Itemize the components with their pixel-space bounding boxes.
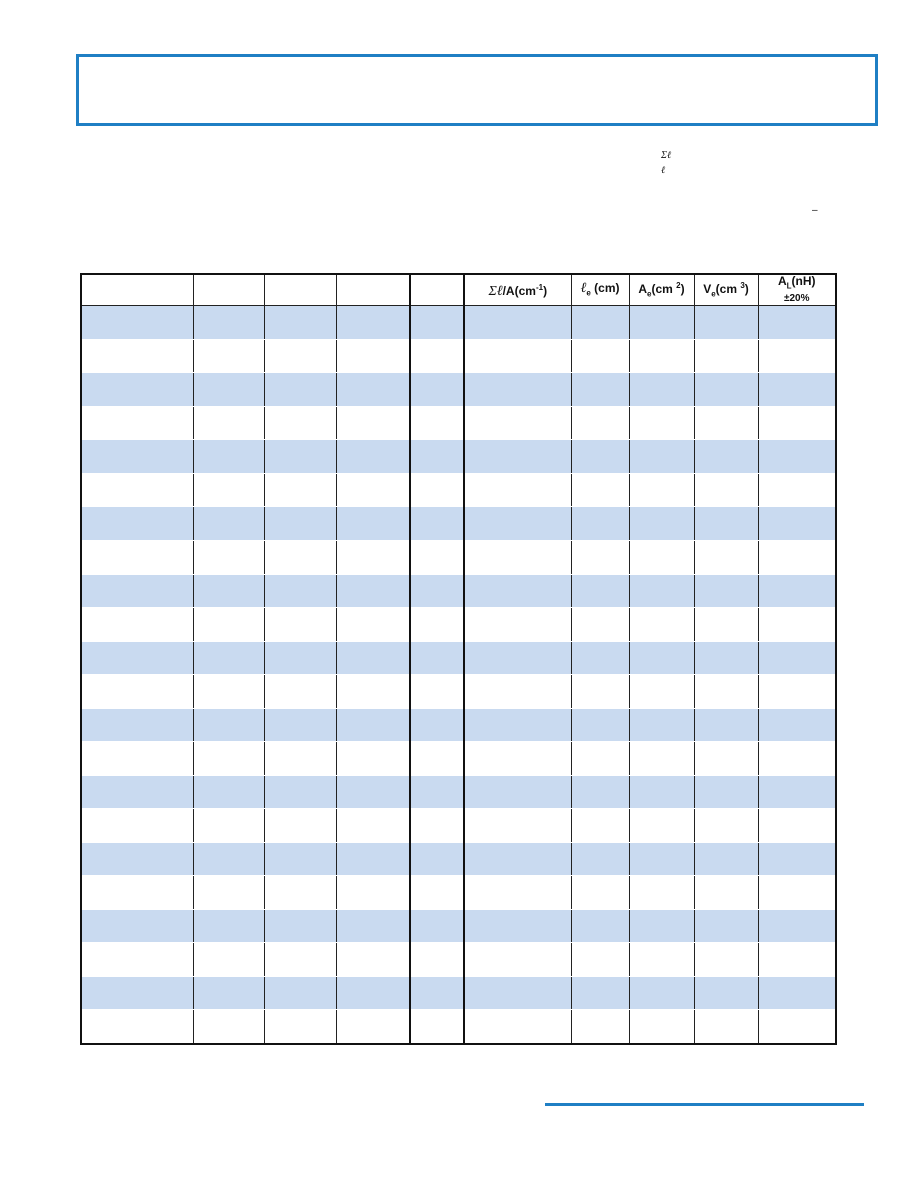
table-cell [264,373,336,407]
table-cell [336,574,410,608]
table-cell [410,1010,464,1044]
table-cell [571,775,629,809]
table-cell [410,608,464,642]
table-cell [81,1010,193,1044]
table-cell [81,876,193,910]
table-cell [629,440,694,474]
table-cell [193,775,264,809]
table-cell [464,339,571,373]
table-cell [193,708,264,742]
table-cell [571,406,629,440]
table-cell [758,775,836,809]
table-row [81,809,836,843]
table-cell [571,339,629,373]
table-cell [758,641,836,675]
table-cell [571,708,629,742]
table-cell [571,608,629,642]
table-row [81,507,836,541]
table-cell [629,708,694,742]
table-cell [464,574,571,608]
col-header-3 [264,274,336,306]
sum-ell-symbol: Σℓ [488,284,503,300]
table-cell [81,976,193,1010]
table-cell [694,608,758,642]
table-cell [336,507,410,541]
table-cell [336,440,410,474]
table-cell [629,641,694,675]
table-row [81,306,836,340]
table-cell [629,742,694,776]
table-cell [336,775,410,809]
table-cell [758,306,836,340]
table-cell [694,406,758,440]
table-cell [264,440,336,474]
table-row [81,742,836,776]
table-cell [336,876,410,910]
table-cell [571,541,629,575]
table-cell [410,675,464,709]
table-cell [264,339,336,373]
col-header-path-length: ℓ$_e$ (cm) [571,274,629,306]
table-cell [694,976,758,1010]
table-row [81,943,836,977]
table-cell [571,440,629,474]
table-cell [336,943,410,977]
table-cell [264,1010,336,1044]
table-row [81,406,836,440]
table-cell [336,339,410,373]
table-cell [193,574,264,608]
table-row [81,373,836,407]
table-cell [694,876,758,910]
table-cell [758,608,836,642]
table-cell [193,1010,264,1044]
table-cell [410,574,464,608]
table-cell [193,306,264,340]
table-cell [629,406,694,440]
table-cell [336,708,410,742]
table-cell [264,473,336,507]
table-cell [410,708,464,742]
table-cell [464,373,571,407]
table-row [81,775,836,809]
table-cell [336,742,410,776]
table-cell [758,943,836,977]
table-cell [81,608,193,642]
col-header-volume: $V_e(cm$ $^3$) [694,274,758,306]
table-cell [694,809,758,843]
table-cell [81,541,193,575]
table-cell [410,976,464,1010]
table-cell [264,641,336,675]
table-row [81,976,836,1010]
ell-symbol: ℓ [580,280,587,296]
table-cell [81,641,193,675]
table-cell [464,541,571,575]
col-header-4 [336,274,410,306]
table-cell [571,976,629,1010]
table-cell [758,507,836,541]
table-cell [464,708,571,742]
table-cell [410,809,464,843]
table-cell [336,842,410,876]
table-cell [336,809,410,843]
table-row [81,842,836,876]
table-cell [464,1010,571,1044]
table-cell [81,406,193,440]
table-cell [410,440,464,474]
table-cell [81,742,193,776]
table-cell [629,876,694,910]
table-cell [464,809,571,843]
table-cell [694,708,758,742]
table-cell [336,909,410,943]
table-cell [464,675,571,709]
table-cell [694,842,758,876]
table-cell [264,708,336,742]
table-cell [193,809,264,843]
table-row [81,708,836,742]
table-cell [464,976,571,1010]
table-cell [629,507,694,541]
table-row [81,339,836,373]
table-cell [758,473,836,507]
table-cell [410,842,464,876]
table-cell [571,943,629,977]
table-cell [694,473,758,507]
table-row [81,473,836,507]
table-cell [694,541,758,575]
table-cell [336,541,410,575]
table-cell [264,909,336,943]
table-cell [464,440,571,474]
table-cell [629,909,694,943]
table-cell [694,507,758,541]
table-cell [410,541,464,575]
core-spec-table [80,273,837,1045]
table-cell [336,306,410,340]
table-cell [193,876,264,910]
table-cell [571,1010,629,1044]
table-cell [336,1010,410,1044]
table-cell [410,339,464,373]
table-row [81,1010,836,1044]
table-cell [464,641,571,675]
table-cell [629,1010,694,1044]
table-cell [264,876,336,910]
table-row [81,876,836,910]
table-cell [81,909,193,943]
table-cell [629,809,694,843]
table-cell [694,339,758,373]
table-cell [464,742,571,776]
table-cell [571,641,629,675]
table-cell [264,775,336,809]
table-cell [81,473,193,507]
table-row [81,440,836,474]
table-cell [264,976,336,1010]
table-cell [264,574,336,608]
table-cell [758,1010,836,1044]
table-cell [264,507,336,541]
table-cell [193,742,264,776]
table-cell [81,306,193,340]
table-cell [81,574,193,608]
table-cell [758,876,836,910]
table-cell [81,675,193,709]
table-cell [464,406,571,440]
table-cell [629,306,694,340]
table-cell [264,306,336,340]
table-cell [410,373,464,407]
table-cell [571,373,629,407]
sum-ell-fragment: Σℓ [661,150,672,161]
table-cell [193,541,264,575]
table-cell [758,440,836,474]
table-cell [193,842,264,876]
table-cell [571,809,629,843]
table-cell [410,876,464,910]
table-cell [193,608,264,642]
table-cell [464,943,571,977]
table-cell [694,306,758,340]
col-header-inverse-path: $\Sigma\ell/A(cm^{-1})$ [464,274,571,306]
table-cell [464,507,571,541]
table-cell [193,507,264,541]
table-cell [193,641,264,675]
table-cell [410,943,464,977]
table-cell [694,641,758,675]
table-row [81,909,836,943]
table-cell [694,1010,758,1044]
table-cell [758,675,836,709]
table-cell [81,943,193,977]
table-cell [336,641,410,675]
table-cell [629,373,694,407]
table-cell [336,608,410,642]
table-row [81,541,836,575]
table-cell [694,775,758,809]
table-cell [694,574,758,608]
table-cell [193,440,264,474]
table-cell [410,909,464,943]
table-cell [410,641,464,675]
table-cell [336,473,410,507]
table-cell [694,909,758,943]
table-cell [571,876,629,910]
table-cell [758,574,836,608]
table-cell [629,541,694,575]
table-cell [464,909,571,943]
table-cell [336,976,410,1010]
table-cell [410,406,464,440]
table-cell [81,507,193,541]
table-cell [571,675,629,709]
table-cell [264,809,336,843]
table-cell [571,842,629,876]
table-cell [758,742,836,776]
table-cell [264,943,336,977]
table-row [81,608,836,642]
table-cell [758,406,836,440]
table-cell [629,675,694,709]
table-cell [193,976,264,1010]
table-cell [758,809,836,843]
table-cell [571,507,629,541]
table-cell [629,943,694,977]
table-cell [629,574,694,608]
table-cell [464,473,571,507]
table-cell [410,507,464,541]
table-cell [336,373,410,407]
table-cell [336,406,410,440]
col-header-1 [81,274,193,306]
table-cell [758,373,836,407]
table-cell [464,306,571,340]
table-cell [571,909,629,943]
title-box [76,54,878,126]
table-cell [758,708,836,742]
table-row [81,641,836,675]
col-header-area: $A_e(cm$ $^2$) [629,274,694,306]
table-cell [758,909,836,943]
table-cell [571,574,629,608]
table-cell [264,842,336,876]
table-cell [193,943,264,977]
table-cell [694,373,758,407]
table-cell [571,306,629,340]
table-cell [694,440,758,474]
table-cell [694,675,758,709]
table-cell [629,473,694,507]
table-cell [629,842,694,876]
table-cell [758,842,836,876]
table-row [81,574,836,608]
table-cell [81,373,193,407]
table-cell [264,742,336,776]
table-row [81,675,836,709]
col-header-inductance: $A_L(nH)$ ±20% [758,274,836,306]
table-cell [81,339,193,373]
table-cell [571,742,629,776]
table-cell [264,541,336,575]
col-header-2 [193,274,264,306]
table-cell [336,675,410,709]
table-cell [410,306,464,340]
table-cell [264,608,336,642]
table-cell [81,708,193,742]
table-cell [410,742,464,776]
ell-fragment: ℓ [661,165,666,176]
table-cell [464,608,571,642]
table-cell [264,675,336,709]
table-body [81,306,836,1044]
table-cell [629,608,694,642]
table-cell [629,339,694,373]
table-cell [193,473,264,507]
header-row [81,274,836,306]
table-cell [629,976,694,1010]
table-cell [629,775,694,809]
table-cell [758,541,836,575]
table-cell [193,909,264,943]
table-cell [193,406,264,440]
table-cell [571,473,629,507]
footer-rule [545,1103,864,1106]
table-cell [464,775,571,809]
table-cell [193,373,264,407]
table-cell [410,473,464,507]
table-cell [694,943,758,977]
table-cell [81,775,193,809]
table-cell [464,876,571,910]
table-cell [81,809,193,843]
table-cell [193,339,264,373]
col-header-5 [410,274,464,306]
table-cell [264,406,336,440]
table-cell [464,842,571,876]
table-cell [694,742,758,776]
table-cell [81,440,193,474]
table-cell [758,339,836,373]
table-cell [81,842,193,876]
table-cell [193,675,264,709]
table-cell [410,775,464,809]
table-cell [758,976,836,1010]
dash-fragment: – [812,205,818,216]
